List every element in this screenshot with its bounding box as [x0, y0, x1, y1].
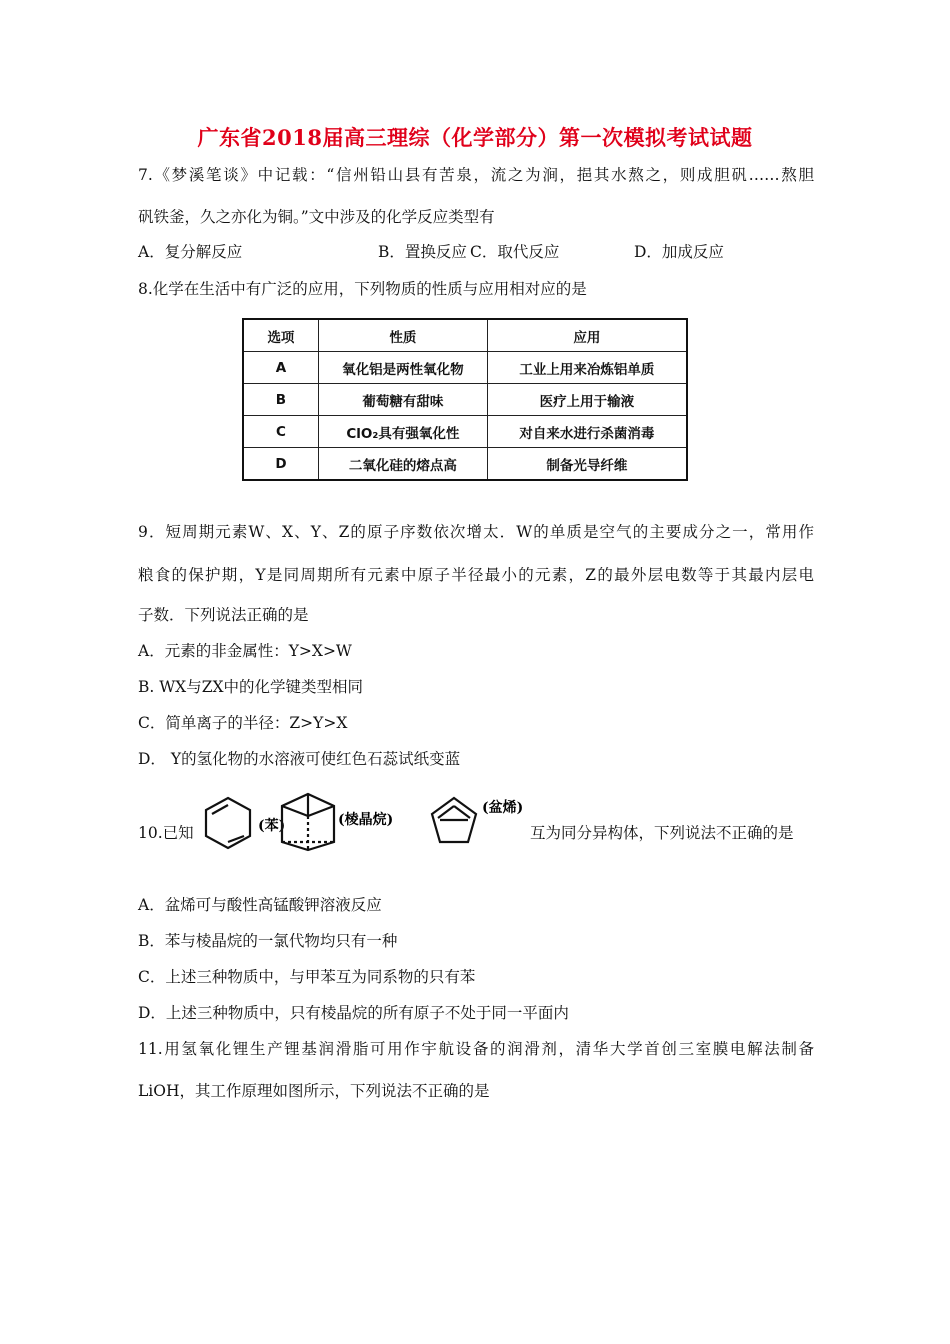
basketene-structure [432, 798, 476, 842]
q9-stem-line2: 粮食的保护期，Y是同周期所有元素中原子半径最小的元素，Z的最外层电数等于其最内层电 [138, 566, 814, 584]
table-cell: 葡萄糖有甜味 [318, 384, 487, 416]
table-cell: ClO₂具有强氧化性 [318, 416, 487, 448]
table-cell: 对自来水进行杀菌消毒 [487, 416, 687, 448]
q9-stem-line3: 子数．下列说法正确的是 [138, 606, 309, 624]
table-cell: A [243, 352, 318, 384]
q7-option-b: B．置换反应 [378, 243, 467, 261]
table-cell: 制备光导纤维 [487, 448, 687, 481]
table-row [243, 352, 687, 384]
table-row [243, 448, 687, 481]
q9-option-b: B. WX与ZX中的化学键类型相同 [138, 678, 364, 696]
table-header-application: 应用 [487, 319, 687, 352]
table-cell: 二氧化硅的熔点高 [318, 448, 487, 481]
q10-stem-prefix: 10.已知 [138, 824, 194, 842]
q8-options-table [242, 318, 688, 481]
q11-stem-line1: 11.用氢氧化锂生产锂基润滑脂可用作宇航设备的润滑剂，清华大学首创三室膜电解法制备 [138, 1040, 814, 1058]
q10-option-b: B．苯与棱晶烷的一氯代物均只有一种 [138, 932, 398, 950]
q7-option-a: A．复分解反应 [138, 243, 243, 261]
q7-stem-line2: 矾铁釜，久之亦化为铜。”文中涉及的化学反应类型有 [138, 208, 495, 226]
q10-option-d: D．上述三种物质中，只有棱晶烷的所有原子不处于同一平面内 [138, 1004, 569, 1022]
exam-title: 广东省2018届高三理综（化学部分）第一次模拟考试试题 [197, 125, 753, 150]
q7-option-c: C．取代反应 [470, 243, 560, 261]
q9-option-a: A．元素的非金属性：Y>X>W [138, 642, 352, 660]
table-cell: 医疗上用于输液 [487, 384, 687, 416]
prismane-label: (棱晶烷) [338, 812, 394, 828]
q8-stem: 8.化学在生活中有广泛的应用，下列物质的性质与应用相对应的是 [138, 280, 587, 298]
table-header-option: 选项 [243, 319, 318, 352]
basketene-label: (盆烯) [482, 800, 524, 816]
table-cell: 氧化铝是两性氧化物 [318, 352, 487, 384]
table-header-property: 性质 [318, 319, 487, 352]
benzene-structure [206, 798, 250, 848]
table-header-row [243, 319, 687, 352]
prismane-structure [282, 794, 334, 850]
table-row [243, 384, 687, 416]
q9-stem-line1: 9．短周期元素W、X、Y、Z的原子序数依次增太．W的单质是空气的主要成分之一，常用作 [138, 523, 814, 541]
q10-option-a: A．盆烯可与酸性高锰酸钾溶液反应 [138, 896, 382, 914]
q7-stem-line1: 7.《梦溪笔谈》中记载：“信州铅山县有苦泉，流之为涧，挹其水熬之，则成胆矾……熬胆 [138, 166, 814, 184]
benzene-label: (苯) [258, 818, 286, 834]
table-cell: 工业上用来冶炼铝单质 [487, 352, 687, 384]
q9-option-d: D． Y的氢化物的水溶液可使红色石蕊试纸变蓝 [138, 750, 461, 768]
q11-stem-line2: LiOH，其工作原理如图所示，下列说法不正确的是 [138, 1082, 490, 1100]
table-row [243, 416, 687, 448]
isomer-structures-figure [200, 790, 530, 860]
q10-stem-suffix: 互为同分异构体，下列说法不正确的是 [530, 824, 794, 842]
q10-option-c: C．上述三种物质中，与甲苯互为同系物的只有苯 [138, 968, 476, 986]
q7-option-d: D．加成反应 [634, 243, 724, 261]
table-cell: D [243, 448, 318, 481]
q9-option-c: C．简单离子的半径：Z>Y>X [138, 714, 348, 732]
table-cell: B [243, 384, 318, 416]
table-cell: C [243, 416, 318, 448]
